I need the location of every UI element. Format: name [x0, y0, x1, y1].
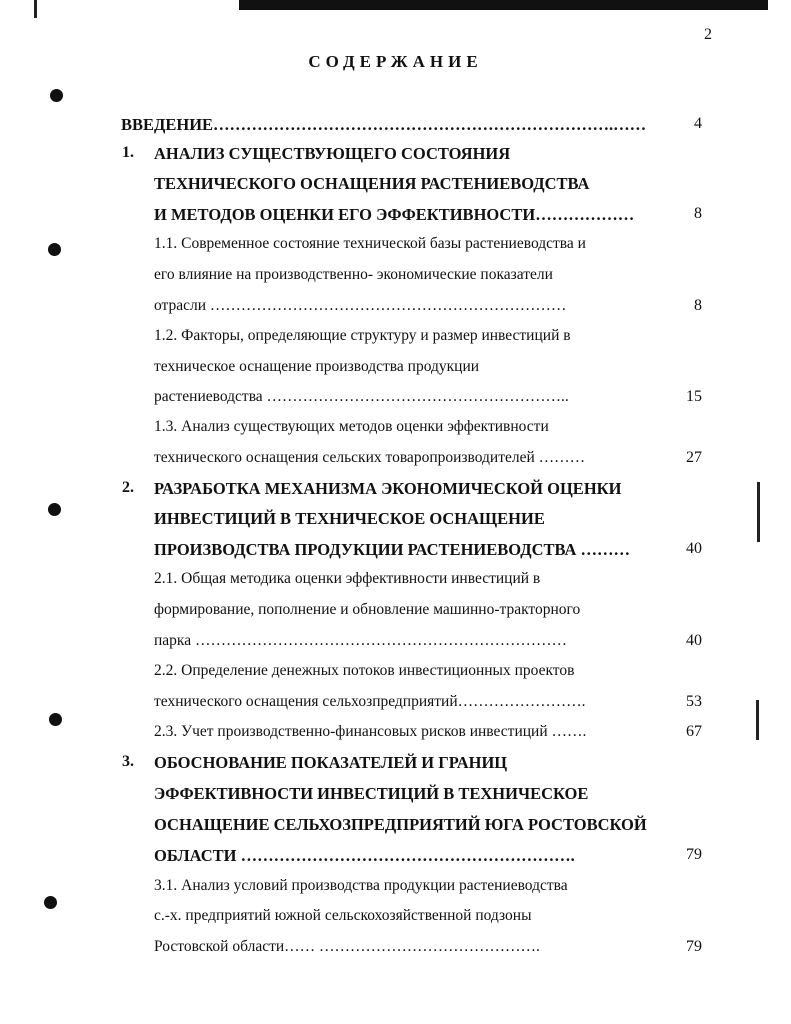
toc-page-number: 40 — [686, 540, 702, 557]
section-title-line: его влияние на производственно- экономические показатели — [154, 266, 553, 283]
punch-hole-icon — [49, 713, 62, 726]
chapter-title-line: ОБЛАСТИ ……………………………………………………. — [154, 846, 575, 865]
page-title: СОДЕРЖАНИЕ — [308, 52, 483, 71]
toc-page-number: 53 — [686, 693, 702, 710]
section-title-line: 1.1. Современное состояние технической базы растениеводства и — [154, 235, 586, 252]
toc-page-number: 79 — [686, 938, 702, 955]
section-title-line: отрасли …………………………………………………………… — [154, 297, 567, 314]
toc-page-number: 15 — [686, 388, 702, 405]
toc-page-number: 40 — [686, 632, 702, 649]
punch-hole-icon — [50, 89, 63, 102]
toc-page-number: 27 — [686, 449, 702, 466]
toc-page-number: 79 — [686, 846, 702, 863]
section-title-line: 1.3. Анализ существующих методов оценки эффективности — [154, 418, 549, 435]
section-title-line: техническое оснащение производства продукции — [154, 358, 480, 375]
chapter-title-line: РАЗРАБОТКА МЕХАНИЗМА ЭКОНОМИЧЕСКОЙ ОЦЕНКИ — [154, 479, 622, 498]
section-title-line: 2.3. Учет производственно-финансовых рисков инвестиций ……. — [154, 723, 587, 740]
punch-hole-icon — [48, 503, 61, 516]
section-title-line: с.-х. предприятий южной сельскохозяйственной подзоны — [154, 907, 532, 924]
toc-page-number: 67 — [686, 723, 702, 740]
chapter-title-line: ТЕХНИЧЕСКОГО ОСНАЩЕНИЯ РАСТЕНИЕВОДСТВА — [154, 174, 590, 193]
scan-top-border — [34, 0, 768, 12]
chapter-title-line: ОСНАЩЕНИЕ СЕЛЬХОЗПРЕДПРИЯТИЙ ЮГА РОСТОВСКОЙ — [154, 815, 647, 834]
toc-page-number: 4 — [694, 115, 702, 132]
scan-left-mark — [34, 0, 37, 18]
chapter-title-line: И МЕТОДОВ ОЦЕНКИ ЕГО ЭФФЕКТИВНОСТИ……………… — [154, 205, 635, 224]
chapter-title-line: ОБОСНОВАНИЕ ПОКАЗАТЕЛЕЙ И ГРАНИЦ — [154, 753, 508, 772]
punch-hole-icon — [48, 243, 61, 256]
chapter-title-line: ЭФФЕКТИВНОСТИ ИНВЕСТИЦИЙ В ТЕХНИЧЕСКОЕ — [154, 784, 589, 803]
chapter-number: 3. — [122, 753, 134, 770]
toc-page-number: 8 — [694, 297, 702, 314]
section-title-line: 2.2. Определение денежных потоков инвестиционных проектов — [154, 662, 575, 679]
chapter-title-line: АНАЛИЗ СУЩЕСТВУЮЩЕГО СОСТОЯНИЯ — [154, 144, 511, 163]
punch-hole-icon — [44, 896, 57, 909]
section-title-line: формирование, пополнение и обновление машинно-тракторного — [154, 601, 581, 618]
section-title-line: Ростовской области…… ……………………………………. — [154, 938, 540, 955]
scan-edge-mark — [757, 482, 760, 542]
section-title-line: растениеводства ………………………………………………….. — [154, 388, 569, 405]
section-title-line: технического оснащения сельхозпредприятий……………………. — [154, 693, 586, 710]
section-title-line: технического оснащения сельских товаропроизводителей ……… — [154, 449, 586, 466]
scan-edge-mark — [756, 700, 759, 740]
page-number: 2 — [704, 26, 712, 43]
section-title-line: 1.2. Факторы, определяющие структуру и размер инвестиций в — [154, 327, 571, 344]
section-title-line: парка ……………………………………………………………… — [154, 632, 567, 649]
chapter-title-line: ИНВЕСТИЦИЙ В ТЕХНИЧЕСКОЕ ОСНАЩЕНИЕ — [154, 509, 545, 528]
scan-black-bar — [239, 0, 768, 10]
section-title-line: 2.1. Общая методика оценки эффективности инвестиций в — [154, 570, 541, 587]
chapter-number: 1. — [122, 144, 134, 161]
chapter-title-line: ПРОИЗВОДСТВА ПРОДУКЦИИ РАСТЕНИЕВОДСТВА ……… — [154, 540, 631, 559]
chapter-number: 2. — [122, 479, 134, 496]
toc-page-number: 8 — [694, 205, 702, 222]
intro-title-line: ВВЕДЕНИЕ……………………………………………………………….…… — [121, 115, 647, 134]
section-title-line: 3.1. Анализ условий производства продукции растениеводства — [154, 877, 568, 894]
